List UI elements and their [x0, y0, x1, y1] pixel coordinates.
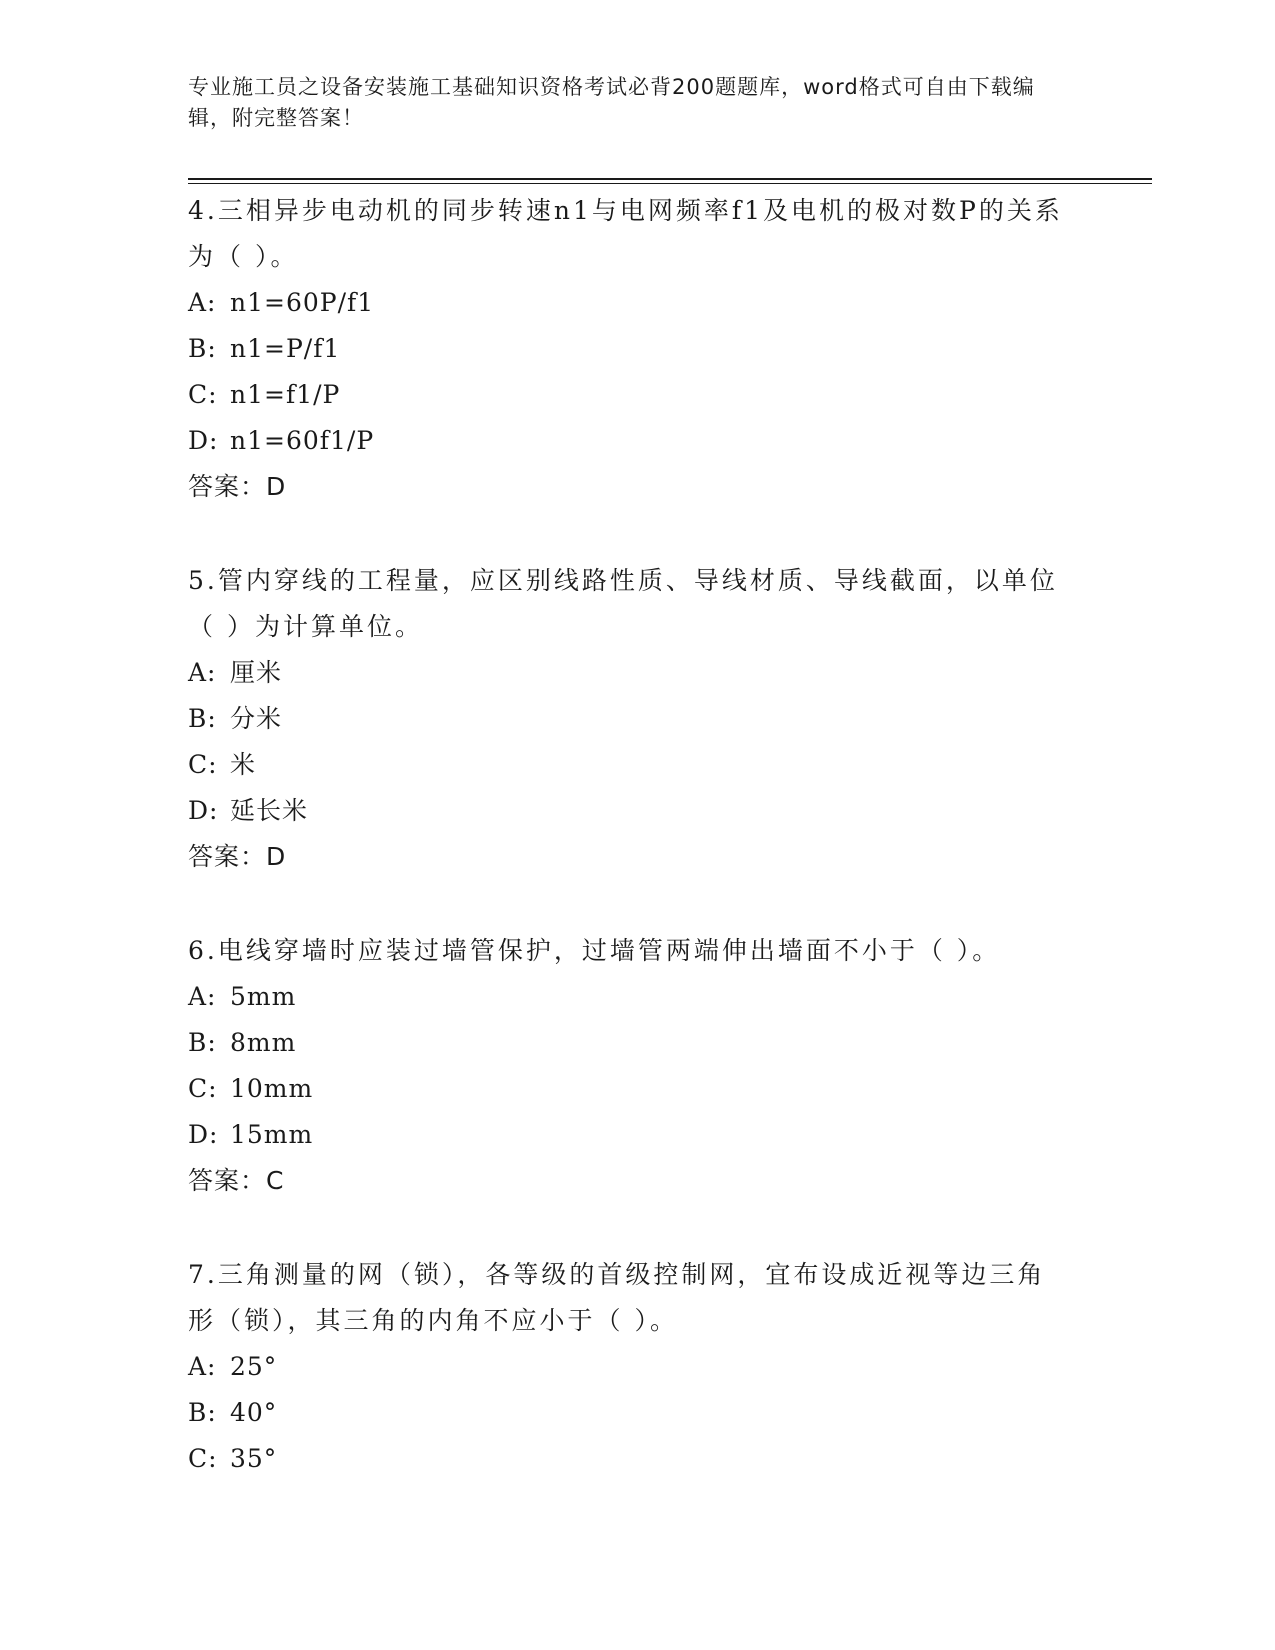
option-text: 厘米	[230, 658, 283, 687]
option-a	[188, 650, 1068, 696]
option-letter: A:	[188, 288, 217, 317]
option-a	[188, 974, 1068, 1020]
option-letter: C:	[188, 1444, 218, 1473]
option-a	[188, 1344, 1068, 1390]
option-text: 8mm	[230, 1028, 297, 1057]
option-text: 延长米	[230, 796, 309, 825]
question-stem: 4.三相异步电动机的同步转速n1与电网频率f1及电机的极对数P的关系为（ ）。	[188, 196, 1063, 271]
header-divider-thick	[188, 178, 1152, 180]
option-d	[188, 418, 1068, 464]
answer-line: 答案：C	[188, 1166, 285, 1195]
question-4	[188, 188, 1068, 510]
option-letter: A:	[188, 658, 217, 687]
option-text: n1=60P/f1	[230, 288, 375, 317]
question-6	[188, 928, 1068, 1204]
option-letter: B:	[188, 334, 217, 363]
option-a	[188, 280, 1068, 326]
answer-line: 答案：D	[188, 842, 287, 871]
option-letter: C:	[188, 750, 218, 779]
option-b	[188, 696, 1068, 742]
question-spacer	[188, 510, 1068, 558]
option-text: 15mm	[230, 1120, 314, 1149]
document-header: 专业施工员之设备安装施工基础知识资格考试必背200题题库，word格式可自由下载编辑，附完整答案！	[188, 75, 1035, 130]
option-text: 25°	[230, 1352, 278, 1381]
question-spacer	[188, 880, 1068, 928]
option-b	[188, 326, 1068, 372]
option-letter: C:	[188, 380, 218, 409]
option-d	[188, 788, 1068, 834]
option-b	[188, 1390, 1068, 1436]
option-text: 5mm	[230, 982, 297, 1011]
option-letter: B:	[188, 1028, 217, 1057]
option-text: n1=60f1/P	[230, 426, 375, 455]
option-text: 35°	[230, 1444, 278, 1473]
question-list	[188, 188, 1068, 1482]
question-stem: 7.三角测量的网（锁），各等级的首级控制网，宜布设成近视等边三角形（锁），其三角的内角不应小于（ ）。	[188, 1260, 1046, 1335]
header-divider-thin	[188, 183, 1152, 184]
option-text: 10mm	[230, 1074, 314, 1103]
option-letter: B:	[188, 1398, 217, 1427]
option-letter: C:	[188, 1074, 218, 1103]
option-letter: A:	[188, 982, 217, 1011]
option-text: 40°	[230, 1398, 278, 1427]
option-text: 米	[230, 750, 257, 779]
option-letter: D:	[188, 796, 219, 825]
option-text: n1=P/f1	[230, 334, 341, 363]
question-stem: 5.管内穿线的工程量，应区别线路性质、导线材质、导线截面，以单位（ ）为计算单位。	[188, 566, 1058, 641]
option-c	[188, 372, 1068, 418]
question-spacer	[188, 1204, 1068, 1252]
option-text: n1=f1/P	[230, 380, 341, 409]
option-letter: D:	[188, 426, 219, 455]
option-b	[188, 1020, 1068, 1066]
question-7	[188, 1252, 1068, 1482]
option-letter: B:	[188, 704, 217, 733]
option-text: 分米	[230, 704, 283, 733]
option-c	[188, 742, 1068, 788]
question-stem: 6.电线穿墙时应装过墙管保护，过墙管两端伸出墙面不小于（ ）。	[188, 936, 1001, 965]
option-letter: A:	[188, 1352, 217, 1381]
answer-line: 答案：D	[188, 472, 287, 501]
option-c	[188, 1066, 1068, 1112]
option-letter: D:	[188, 1120, 219, 1149]
question-5	[188, 558, 1068, 880]
option-d	[188, 1112, 1068, 1158]
option-c	[188, 1436, 1068, 1482]
